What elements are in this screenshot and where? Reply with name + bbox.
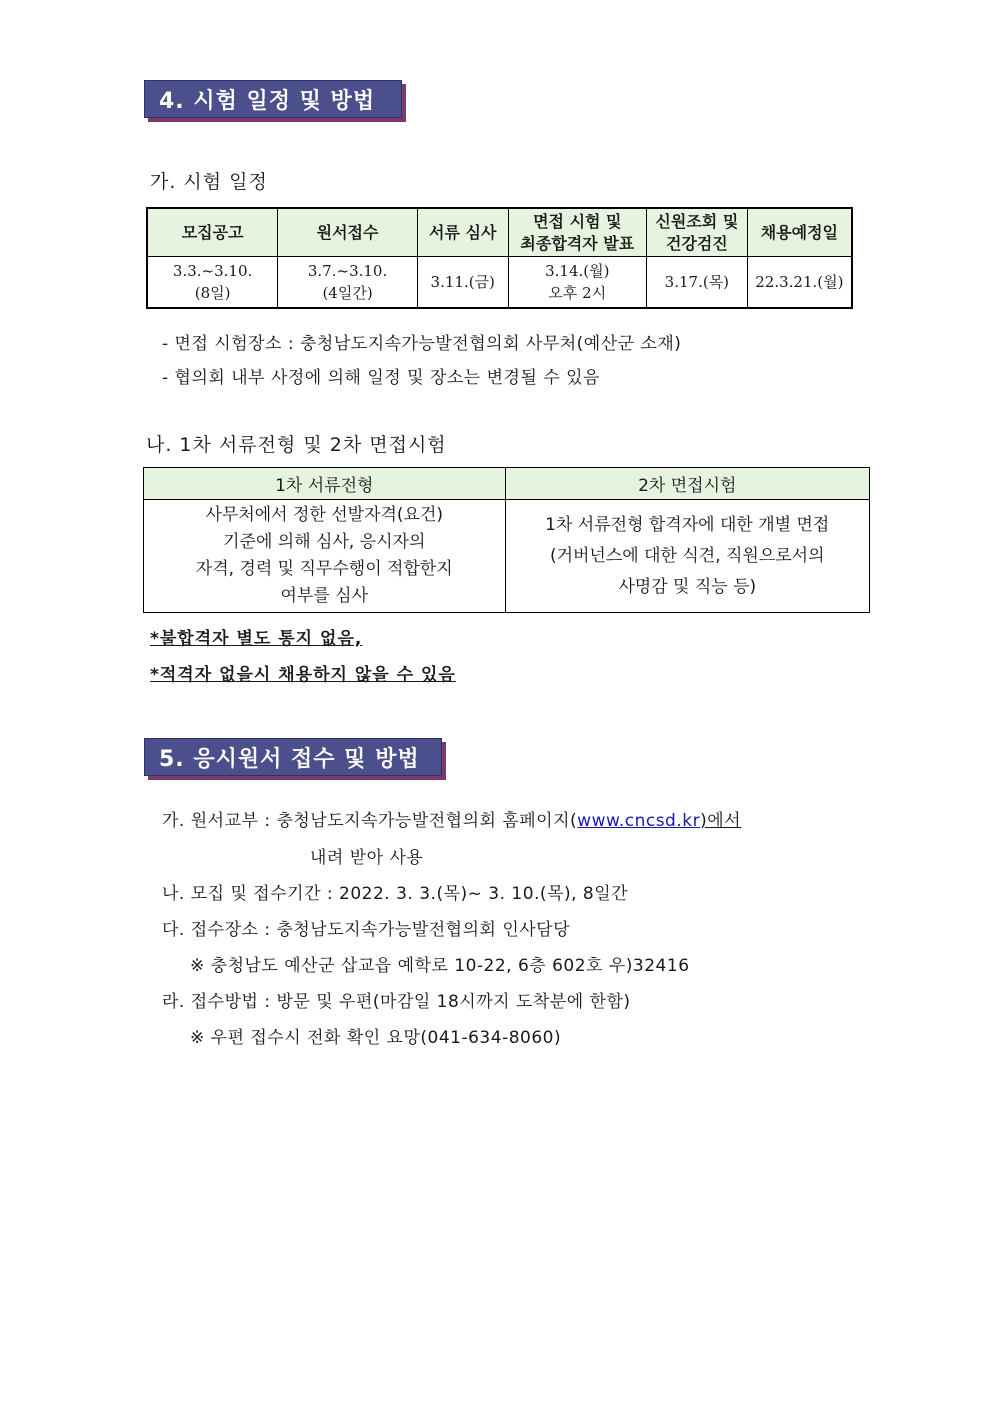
schedule-subtitle: 가. 시험 일정 xyxy=(150,171,268,193)
selection-header-cell: 2차 면접시험 xyxy=(505,468,870,500)
schedule-value-row xyxy=(147,257,852,309)
schedule-value-cell: 3.7.~3.10. (4일간) xyxy=(278,257,418,309)
application-form-continued: 내려 받아 사용 xyxy=(310,848,424,868)
schedule-header-cell: 모집공고 xyxy=(147,208,278,257)
schedule-header-cell: 원서접수 xyxy=(278,208,418,257)
application-form-suffix: )에서 xyxy=(700,811,742,831)
schedule-header-cell: 신원조회 및 건강검진 xyxy=(647,208,748,257)
section-4-header xyxy=(144,80,402,118)
section-5-title: 5. 응시원서 접수 및 방법 xyxy=(159,746,420,772)
application-form-text: 가. 원서교부 : 충청남도지속가능발전협의회 홈페이지( xyxy=(162,811,578,831)
application-place-item: 다. 접수장소 : 충청남도지속가능발전협의회 인사담당 xyxy=(162,920,571,940)
application-method-item: 라. 접수방법 : 방문 및 우편(마감일 18시까지 도착분에 한함) xyxy=(162,992,631,1012)
schedule-value-cell: 3.14.(월) 오후 2시 xyxy=(508,257,646,309)
no-notice-note: *불합격자 별도 통지 없음, xyxy=(150,629,363,649)
schedule-value-cell: 3.3.~3.10. (8일) xyxy=(147,257,278,309)
schedule-value-cell: 3.11.(금) xyxy=(417,257,508,309)
schedule-header-cell: 채용예정일 xyxy=(747,208,852,257)
selection-header-cell: 1차 서류전형 xyxy=(144,468,506,500)
application-period-item: 나. 모집 및 접수기간 : 2022. 3. 3.(목)~ 3. 10.(목), 8일간 xyxy=(162,884,629,904)
homepage-link[interactable]: www.cncsd.kr xyxy=(577,811,701,831)
section-4-title: 4. 시험 일정 및 방법 xyxy=(159,88,376,114)
selection-table xyxy=(143,467,870,613)
address-note: ※ 충청남도 예산군 삽교읍 예학로 10-22, 6층 602호 우)32416 xyxy=(190,956,690,976)
schedule-value-cell: 3.17.(목) xyxy=(647,257,748,309)
application-form-item xyxy=(162,806,741,831)
schedule-table xyxy=(146,207,853,309)
interview-cell: 1차 서류전형 합격자에 대한 개별 면접 (거버넌스에 대한 식견, 직원으로서의 사명감 및 직능 등) xyxy=(505,500,870,613)
schedule-header-cell: 면접 시험 및 최종합격자 발표 xyxy=(508,208,646,257)
schedule-header-row xyxy=(147,208,852,257)
schedule-value-cell: 22.3.21.(월) xyxy=(747,257,852,309)
schedule-change-note: - 협의회 내부 사정에 의해 일정 및 장소는 변경될 수 있음 xyxy=(162,368,600,388)
selection-header-row xyxy=(144,468,870,500)
no-hire-note: *적격자 없을시 채용하지 않을 수 있음 xyxy=(150,665,456,685)
schedule-header-cell: 서류 심사 xyxy=(417,208,508,257)
selection-value-row xyxy=(144,500,870,613)
selection-subtitle: 나. 1차 서류전형 및 2차 면접시험 xyxy=(146,434,447,456)
document-screening-cell: 사무처에서 정한 선발자격(요건) 기준에 의해 심사, 응시자의 자격, 경력 및 직무수행이 적합한지 여부를 심사 xyxy=(144,500,506,613)
section-5-header xyxy=(144,738,442,776)
interview-location-note: - 면접 시험장소 : 충청남도지속가능발전협의회 사무처(예산군 소재) xyxy=(162,334,682,354)
phone-note: ※ 우편 접수시 전화 확인 요망(041-634-8060) xyxy=(190,1028,562,1048)
